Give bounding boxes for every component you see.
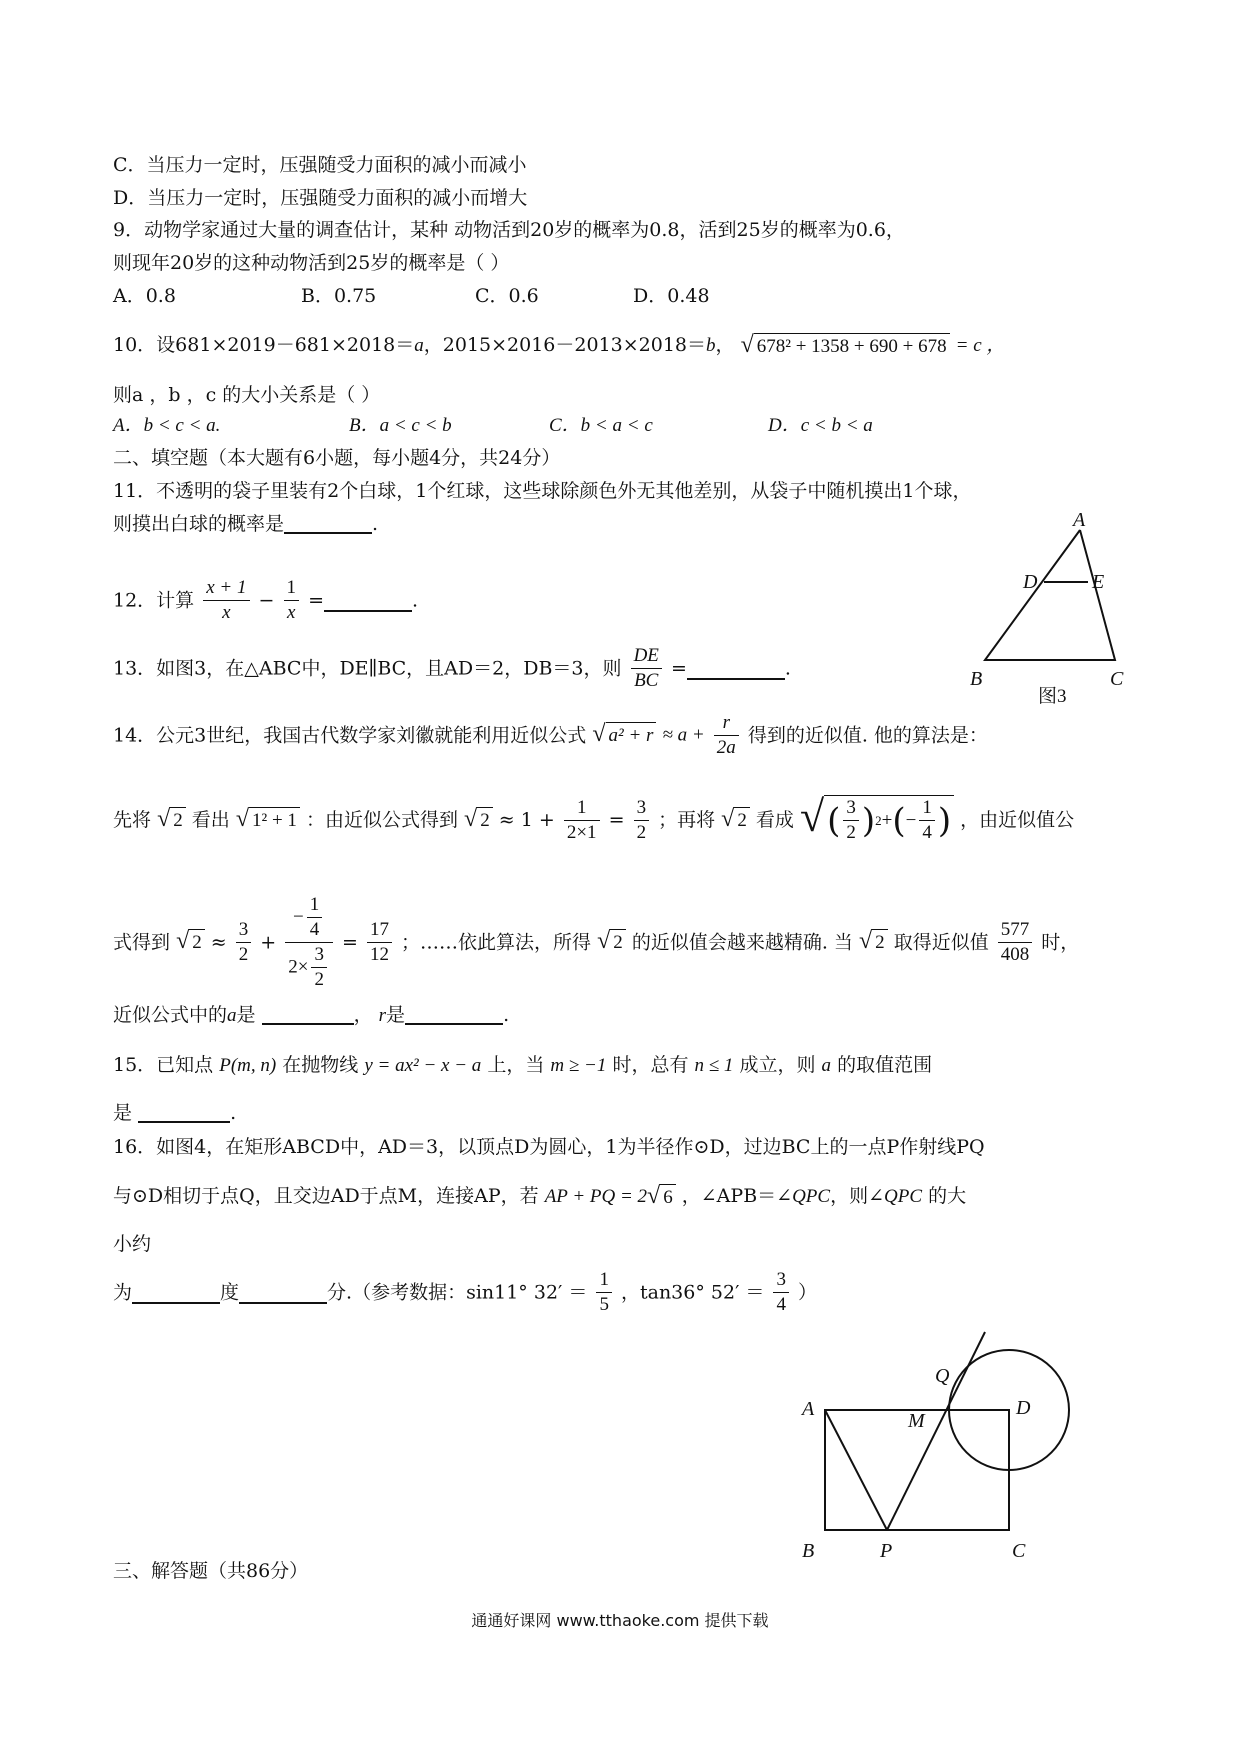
label-a: A bbox=[1073, 510, 1086, 531]
segment-ap bbox=[825, 1410, 887, 1530]
page-footer: 通通好课网 www.tthaoke.com 提供下载 bbox=[471, 1611, 769, 1630]
q10-line1: 10．设681×2019－681×2018＝a，2015×2016－2013×2018＝b， √ 678² + 1358 + 690 + 678 = c ， bbox=[113, 331, 1006, 358]
q10-options bbox=[113, 413, 873, 439]
q8-option-c: C．当压力一定时，压强随受力面积的减小而减小 bbox=[113, 154, 527, 176]
ray-pq bbox=[887, 1332, 985, 1530]
q9-options bbox=[113, 283, 710, 309]
q14-line4: 近似公式中的a是 ， r是 . bbox=[113, 1004, 510, 1026]
label-e: E bbox=[1092, 571, 1105, 593]
q14-line3: 式得到 √ 2 ≈ $\frac{3}{2}$ + − $\frac{1}{4}$ 2× $\frac{3}{2}$ = $\frac{17}{12}$ ；……依此算法，所得 √ 2 的近似值会越来越精确. 当 √ 2 取得近似值 $\frac{577}{408}$ 时， bbox=[113, 894, 1080, 990]
q9-line2: 则现年20岁的这种动物活到25岁的概率是（ ） bbox=[113, 252, 510, 274]
figure-4-rectangle-circle bbox=[780, 1320, 1080, 1580]
figure-3-triangle bbox=[960, 510, 1140, 710]
q16-line4: 为 度 分.（参考数据：sin11° 32′ ＝ $\frac{1}{5}$ ，tan36° 52′ ＝ $\frac{3}{4}$ ） bbox=[113, 1269, 818, 1315]
q12-line: 12．计算 $\frac{x + 1}{x}$ − $\frac{1}{x}$ = . bbox=[113, 577, 419, 623]
q11-line1: 11．不透明的袋子里装有2个白球，1个红球，这些球除颜色外无其他差别，从袋子中随机摸出1个球， bbox=[113, 480, 972, 502]
q11-answer-blank bbox=[284, 512, 372, 534]
q16-line1: 16．如图4，在矩形ABCD中，AD＝3，以顶点D为圆心，1为半径作⊙D，过边BC上的一点P作射线PQ bbox=[113, 1136, 985, 1158]
q11-line2: 则摸出白球的概率是 . bbox=[113, 513, 379, 535]
q10-option-a: A．b < c < a. bbox=[113, 415, 221, 436]
q10-radical: √ 678² + 1358 + 690 + 678 bbox=[741, 333, 950, 360]
q8-option-d: D．当压力一定时，压强随受力面积的减小而增大 bbox=[113, 187, 528, 209]
q15-answer-blank bbox=[138, 1101, 230, 1123]
q14-complex-fraction: − $\frac{1}{4}$ 2× $\frac{3}{2}$ bbox=[285, 893, 333, 992]
q13-answer-blank bbox=[687, 658, 785, 680]
q9-option-b: B．0.75 bbox=[301, 285, 377, 307]
q16-degree-blank bbox=[132, 1282, 220, 1304]
q10-option-b: B．a < c < b bbox=[349, 415, 452, 436]
q9-option-d: D．0.48 bbox=[633, 285, 710, 307]
q9-option-a: A．0.8 bbox=[113, 285, 176, 307]
label-c: C bbox=[1110, 668, 1124, 690]
q16-line2: 与⊙D相切于点Q，且交边AD于点M，连接AP，若 AP + PQ = 2 √ 6 ，∠APB＝∠QPC，则∠QPC 的大 bbox=[113, 1182, 967, 1209]
label-d: D bbox=[1023, 571, 1038, 593]
q14-answer-a-blank bbox=[262, 1003, 354, 1025]
label-c: C bbox=[1012, 1540, 1026, 1562]
figure-3-caption: 图3 bbox=[1038, 686, 1067, 707]
q14-answer-r-blank bbox=[405, 1003, 503, 1025]
q14-line2: 先将 √ 2 看出 √ 1² + 1 ：由近似公式得到 √ 2 ≈ 1 + $\frac{1}{2\times 1}$ = $\frac{3}{2}$ ；再将 √ 2 看成 √ ( $\frac{3}{2}$ ) 2 + ( − $\frac{1}{4}$ ) ，由近似值公 bbox=[113, 792, 1075, 843]
label-a: A bbox=[802, 1398, 815, 1420]
triangle-abc bbox=[985, 530, 1115, 660]
q14-nested-radical: √ ( $\frac{3}{2}$ ) 2 + ( − $\frac{1}{4}$ ) bbox=[800, 795, 954, 845]
label-b: B bbox=[970, 668, 983, 690]
label-b: B bbox=[802, 1540, 815, 1562]
q16-line3: 小约 bbox=[113, 1233, 152, 1255]
label-q: Q bbox=[935, 1365, 950, 1387]
q15-line1: 15．已知点 P(m, n) 在抛物线 y = ax² − x − a 上，当 m ≥ −1 时，总有 n ≤ 1 成立，则 a 的取值范围 bbox=[113, 1054, 933, 1076]
q9-line1: 9．动物学家通过大量的调查估计，某种 动物活到20岁的概率为0.8，活到25岁的概率为0.6， bbox=[113, 219, 905, 241]
q14-line1: 14．公元3世纪，我国古代数学家刘徽就能利用近似公式 √ a² + r ≈ a + $\frac{r}{2a}$ 得到的近似值. 他的算法是： bbox=[113, 712, 988, 758]
q13-line: 13．如图3，在△ABC中，DE∥BC，且AD＝2，DB＝3，则 $\frac{DE}{BC}$ = . bbox=[113, 645, 791, 691]
label-p: P bbox=[880, 1540, 893, 1562]
q10-option-c: C．b < a < c bbox=[549, 415, 653, 436]
q10-option-d: D．c < b < a bbox=[768, 415, 873, 436]
q16-minute-blank bbox=[239, 1282, 327, 1304]
q12-answer-blank bbox=[324, 590, 412, 612]
q9-option-c: C．0.6 bbox=[475, 285, 539, 307]
label-m: M bbox=[908, 1410, 925, 1432]
q10-line2: 则a ，b ，c 的大小关系是（ ） bbox=[113, 384, 381, 406]
section-3-heading: 三、解答题（共86分） bbox=[113, 1560, 309, 1582]
label-d: D bbox=[1016, 1397, 1031, 1419]
q15-line2: 是 . bbox=[113, 1102, 237, 1124]
section-2-heading: 二、填空题（本大题有6小题，每小题4分，共24分） bbox=[113, 447, 561, 469]
